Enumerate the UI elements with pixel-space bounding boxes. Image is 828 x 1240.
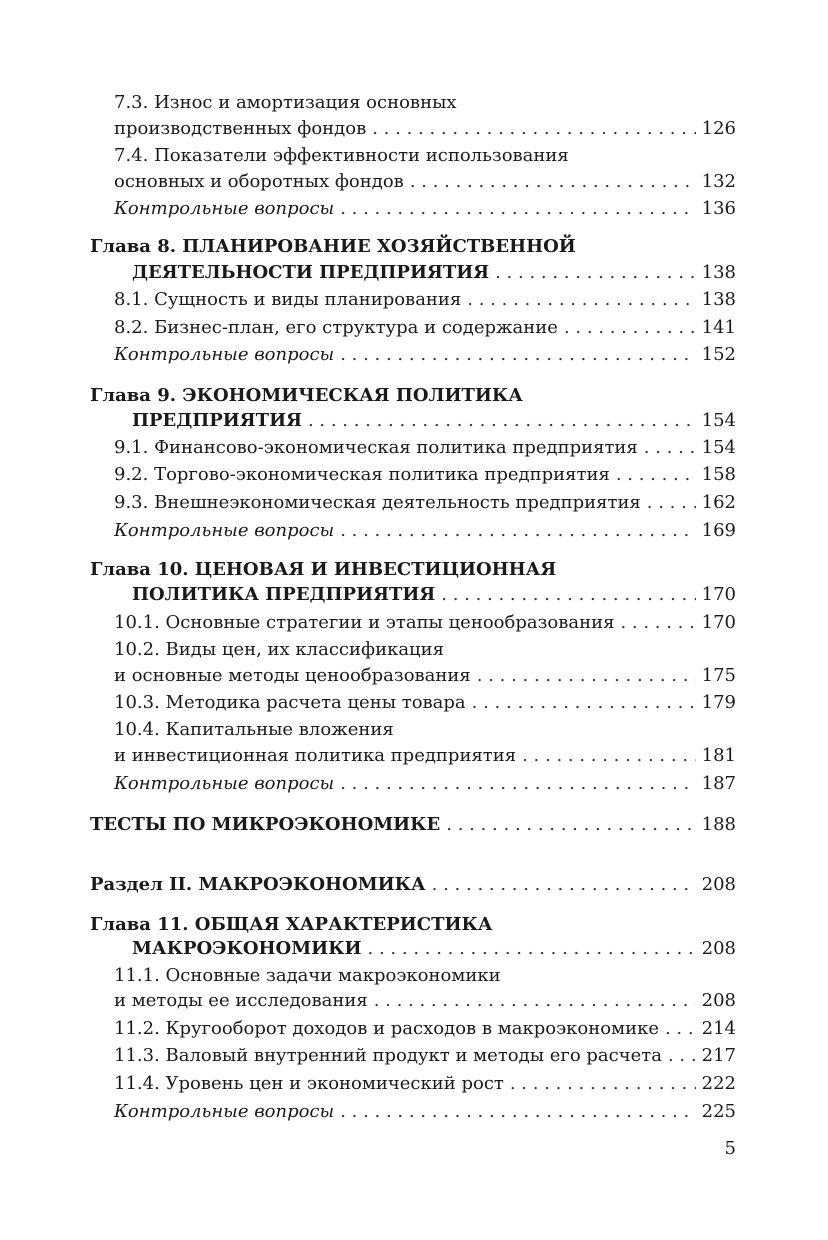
toc-page-number: 170 bbox=[701, 584, 736, 605]
leader-dots bbox=[340, 518, 695, 544]
toc-entry-review-questions[interactable] bbox=[114, 342, 736, 368]
toc-entry-title: основных и оборотных фондов bbox=[114, 171, 404, 192]
toc-entry-title: 11.4. Уровень цен и экономический рост bbox=[114, 1073, 504, 1094]
leader-dots bbox=[510, 1071, 696, 1097]
leader-dots bbox=[340, 342, 695, 368]
toc-entry-title: ПОЛИТИКА ПРЕДПРИЯТИЯ bbox=[132, 584, 436, 605]
toc-page-number: 225 bbox=[701, 1101, 736, 1122]
toc-entry-11-1[interactable] bbox=[114, 988, 736, 1014]
toc-entry-9-1[interactable] bbox=[114, 435, 736, 461]
toc-entry-7-3[interactable] bbox=[114, 116, 736, 142]
toc-entry-11-3[interactable] bbox=[114, 1043, 736, 1069]
leader-dots bbox=[665, 1016, 696, 1042]
toc-chapter-9-line1: Глава 9. ЭКОНОМИЧЕСКАЯ ПОЛИТИКА bbox=[90, 385, 523, 406]
leader-dots bbox=[432, 872, 696, 898]
toc-entry-title: 10.1. Основные стратегии и этапы ценообразования bbox=[114, 612, 615, 633]
toc-entry-10-2[interactable] bbox=[114, 663, 736, 689]
leader-dots bbox=[472, 690, 696, 716]
leader-dots bbox=[410, 169, 696, 195]
toc-entry-title: ТЕСТЫ ПО МИКРОЭКОНОМИКЕ bbox=[90, 814, 441, 835]
toc-page-number: 154 bbox=[701, 410, 736, 431]
toc-page-number: 217 bbox=[701, 1045, 736, 1066]
toc-entry-11-2[interactable] bbox=[114, 1016, 736, 1042]
toc-chapter-11[interactable] bbox=[132, 936, 736, 962]
toc-entry-title: Контрольные вопросы bbox=[114, 198, 335, 219]
leader-dots bbox=[372, 116, 695, 142]
toc-entry-title: и инвестиционная политика предприятия bbox=[114, 745, 517, 766]
toc-page-number: 136 bbox=[701, 198, 736, 219]
toc-page-number: 208 bbox=[701, 990, 736, 1011]
toc-entry-title: МАКРОЭКОНОМИКИ bbox=[132, 938, 362, 959]
leader-dots bbox=[522, 743, 696, 769]
toc-entry-title: 11.2. Кругооборот доходов и расходов в макроэкономике bbox=[114, 1018, 659, 1039]
page-number: 5 bbox=[724, 1138, 736, 1159]
leader-dots bbox=[564, 315, 696, 341]
toc-entry-title: и основные методы ценообразования bbox=[114, 665, 471, 686]
toc-entry-review-questions[interactable] bbox=[114, 196, 736, 222]
toc-chapter-11-line1: Глава 11. ОБЩАЯ ХАРАКТЕРИСТИКА bbox=[90, 914, 493, 935]
toc-page-number: 158 bbox=[701, 464, 736, 485]
toc-entry-10-2-line1: 10.2. Виды цен, их классификация bbox=[114, 639, 444, 660]
toc-entry-title: 9.2. Торгово-экономическая политика предприятия bbox=[114, 464, 610, 485]
toc-page-number: 141 bbox=[701, 317, 736, 338]
leader-dots bbox=[616, 462, 696, 488]
toc-entry-title: и методы ее исследования bbox=[114, 990, 368, 1011]
toc-page-number: 126 bbox=[701, 118, 736, 139]
toc-entry-9-3[interactable] bbox=[114, 490, 736, 516]
toc-entry-title: ДЕЯТЕЛЬНОСТИ ПРЕДПРИЯТИЯ bbox=[132, 262, 490, 283]
toc-entry-title: 11.3. Валовый внутренний продукт и методы его расчета bbox=[114, 1045, 662, 1066]
toc-entry-10-1[interactable] bbox=[114, 610, 736, 636]
toc-entry-8-2[interactable] bbox=[114, 315, 736, 341]
toc-entry-11-1-line1: 11.1. Основные задачи макроэкономики bbox=[114, 965, 501, 986]
leader-dots bbox=[441, 582, 695, 608]
leader-dots bbox=[308, 408, 696, 434]
toc-page-number: 175 bbox=[701, 665, 736, 686]
toc-entry-review-questions[interactable] bbox=[114, 1099, 736, 1125]
toc-entry-10-4-line1: 10.4. Капитальные вложения bbox=[114, 719, 394, 740]
toc-page-number: 208 bbox=[701, 938, 736, 959]
toc-entry-10-3[interactable] bbox=[114, 690, 736, 716]
leader-dots bbox=[340, 196, 695, 222]
toc-entry-11-4[interactable] bbox=[114, 1071, 736, 1097]
leader-dots bbox=[620, 610, 695, 636]
toc-entry-title: Контрольные вопросы bbox=[114, 1101, 335, 1122]
toc-entry-title: 10.3. Методика расчета цены товара bbox=[114, 692, 466, 713]
toc-entry-9-2[interactable] bbox=[114, 462, 736, 488]
toc-entry-title: производственных фондов bbox=[114, 118, 367, 139]
toc-page-number: 188 bbox=[701, 814, 736, 835]
toc-page-number: 170 bbox=[701, 612, 736, 633]
leader-dots bbox=[340, 1099, 695, 1125]
toc-page-number: 132 bbox=[701, 171, 736, 192]
leader-dots bbox=[467, 287, 695, 313]
toc-page-number: 162 bbox=[701, 492, 736, 513]
toc-page-number: 222 bbox=[701, 1073, 736, 1094]
toc-entry-7-3-line1: 7.3. Износ и амортизация основных bbox=[114, 92, 457, 113]
toc-entry-title: Контрольные вопросы bbox=[114, 520, 335, 541]
toc-entry-title: Раздел II. МАКРОЭКОНОМИКА bbox=[90, 874, 426, 895]
leader-dots bbox=[446, 812, 695, 838]
toc-entry-title: Контрольные вопросы bbox=[114, 773, 335, 794]
toc-page-number: 214 bbox=[701, 1018, 736, 1039]
toc-page-number: 179 bbox=[701, 692, 736, 713]
toc-entry-title: 9.3. Внешнеэкономическая деятельность предприятия bbox=[114, 492, 641, 513]
leader-dots bbox=[644, 435, 696, 461]
toc-page-number: 138 bbox=[701, 289, 736, 310]
toc-page-number: 138 bbox=[701, 262, 736, 283]
toc-chapter-10[interactable] bbox=[132, 582, 736, 608]
toc-entry-title: 8.2. Бизнес-план, его структура и содержание bbox=[114, 317, 558, 338]
leader-dots bbox=[668, 1043, 696, 1069]
toc-page-number: 154 bbox=[701, 437, 736, 458]
toc-entry-title: 8.1. Сущность и виды планирования bbox=[114, 289, 462, 310]
leader-dots bbox=[477, 663, 696, 689]
toc-page-number: 187 bbox=[701, 773, 736, 794]
toc-chapter-8[interactable] bbox=[132, 260, 736, 286]
toc-entry-review-questions[interactable] bbox=[114, 771, 736, 797]
toc-chapter-9[interactable] bbox=[132, 408, 736, 434]
toc-entry-7-4-line1: 7.4. Показатели эффективности использования bbox=[114, 145, 569, 166]
leader-dots bbox=[368, 936, 696, 962]
toc-page-number: 169 bbox=[701, 520, 736, 541]
toc-section-2[interactable] bbox=[90, 872, 736, 898]
toc-tests[interactable] bbox=[90, 812, 736, 838]
toc-page-number: 181 bbox=[701, 745, 736, 766]
toc-entry-review-questions[interactable] bbox=[114, 518, 736, 544]
toc-page-number: 152 bbox=[701, 344, 736, 365]
toc-entry-title: ПРЕДПРИЯТИЯ bbox=[132, 410, 302, 431]
toc-chapter-8-line1: Глава 8. ПЛАНИРОВАНИЕ ХОЗЯЙСТВЕННОЙ bbox=[90, 236, 576, 257]
toc-entry-10-4[interactable] bbox=[114, 743, 736, 769]
leader-dots bbox=[340, 771, 695, 797]
toc-entry-7-4[interactable] bbox=[114, 169, 736, 195]
leader-dots bbox=[647, 490, 696, 516]
toc-entry-8-1[interactable] bbox=[114, 287, 736, 313]
toc-entry-title: Контрольные вопросы bbox=[114, 344, 335, 365]
toc-chapter-10-line1: Глава 10. ЦЕНОВАЯ И ИНВЕСТИЦИОННАЯ bbox=[90, 559, 557, 580]
leader-dots bbox=[495, 260, 696, 286]
toc-entry-title: 9.1. Финансово-экономическая политика предприятия bbox=[114, 437, 638, 458]
leader-dots bbox=[374, 988, 696, 1014]
toc-page-number: 208 bbox=[701, 874, 736, 895]
